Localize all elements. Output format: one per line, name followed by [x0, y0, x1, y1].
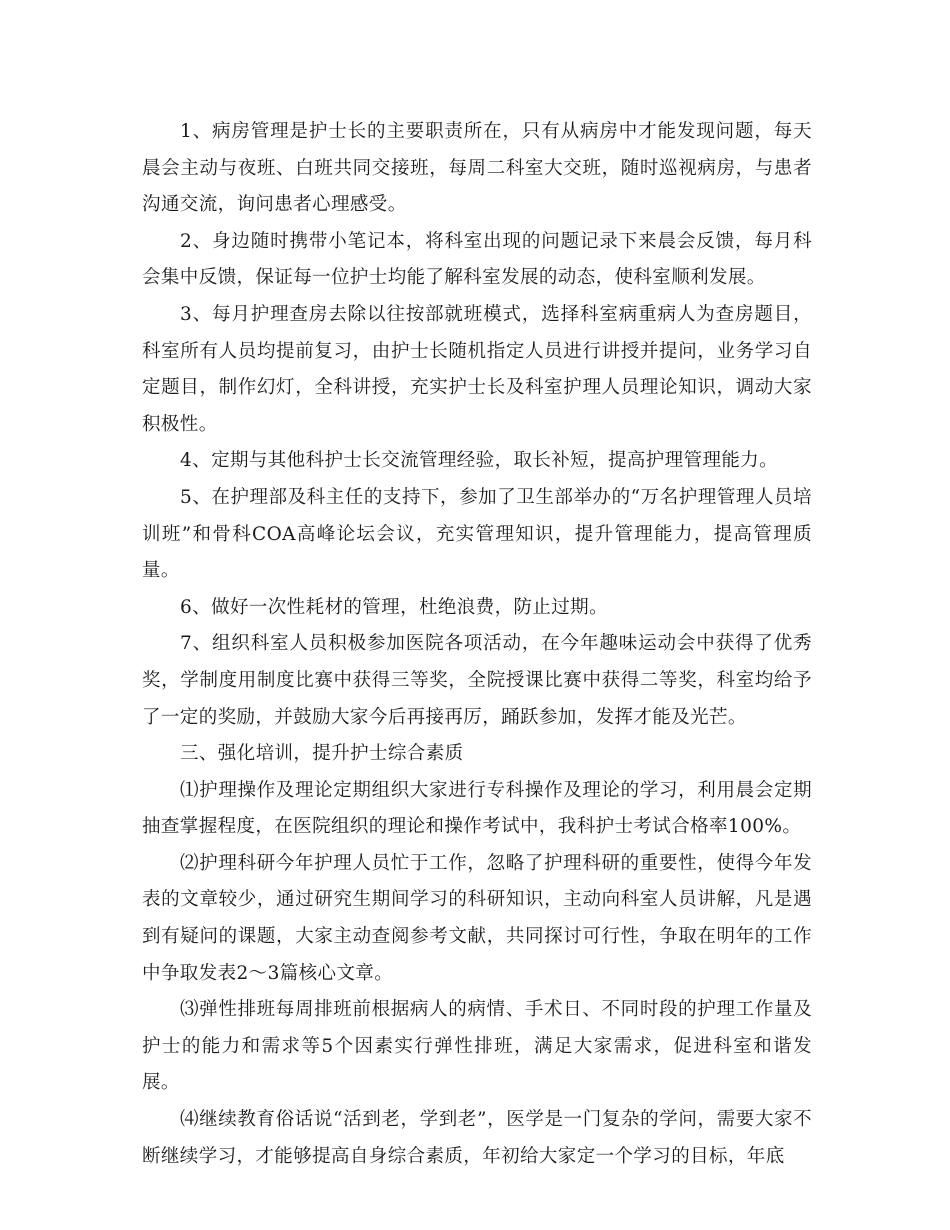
paragraph-nursing-rounds: 3、每月护理查房去除以往按部就班模式，选择科室病重病人为查房题目，科室所有人员均提前复习，由护士长随机指定人员进行讲授并提问，业务学习自定题目，制作幻灯，全科讲授，充实护士长及科室护理人员理论知识，调动大家积极性。: [142, 303, 812, 435]
document-body: [142, 114, 812, 1175]
paragraph-training-course: 5、在护理部及科主任的支持下，参加了卫生部举办的“万名护理管理人员培训班”和骨科COA高峰论坛会议，充实管理知识，提升管理能力，提高管理质量。: [142, 486, 812, 582]
paragraph-continuing-education: ⑷继续教育俗话说“活到老，学到老”，医学是一门复杂的学问，需要大家不断继续学习，才能够提高自身综合素质，年初给大家定一个学习的目标，年底: [142, 1109, 812, 1167]
paragraph-ward-management: 1、病房管理是护士长的主要职责所在，只有从病房中才能发现问题，每天晨会主动与夜班、白班共同交接班，每周二科室大交班，随时巡视病房，与患者沟通交流，询问患者心理感受。: [142, 121, 812, 216]
section-heading-training: 三、强化培训，提升护士综合素质: [180, 743, 464, 765]
paragraph-research: ⑵护理科研今年护理人员忙于工作，忽略了护理科研的重要性，使得今年发表的文章较少，通过研究生期间学习的科研知识，主动向科室人员讲解，凡是遇到有疑问的课题，大家主动查阅参考文献，共同探讨可行性，争取在明年的工作中争取发表2～3篇核心文章。: [142, 852, 812, 984]
paragraph-consumables: 6、做好一次性耗材的管理，杜绝浪费，防止过期。: [180, 596, 608, 618]
paragraph-theory-practice: ⑴护理操作及理论定期组织大家进行专科操作及理论的学习，利用晨会定期抽查掌握程度，在医院组织的理论和操作考试中，我科护士考试合格率100%。: [142, 779, 812, 838]
paragraph-experience-exchange: 4、定期与其他科护士长交流管理经验，取长补短，提高护理管理能力。: [180, 450, 779, 472]
paragraph-flexible-scheduling: ⑶弹性排班每周排班前根据病人的病情、手术日、不同时段的护理工作量及护士的能力和需求等5个因素实行弹性排班，满足大家需求，促进科室和谐发展。: [142, 999, 812, 1094]
paragraph-notebook-feedback: 2、身边随时携带小笔记本，将科室出现的问题记录下来晨会反馈，每月科会集中反馈，保证每一位护士均能了解科室发展的动态，使科室顺利发展。: [142, 230, 812, 289]
paragraph-hospital-activities: 7、组织科室人员积极参加医院各项活动，在今年趣味运动会中获得了优秀奖，学制度用制度比赛中获得三等奖，全院授课比赛中获得二等奖，科室均给予了一定的奖励，并鼓励大家今后再接再厉，踊跃参加，发挥才能及光芒。: [142, 633, 812, 728]
